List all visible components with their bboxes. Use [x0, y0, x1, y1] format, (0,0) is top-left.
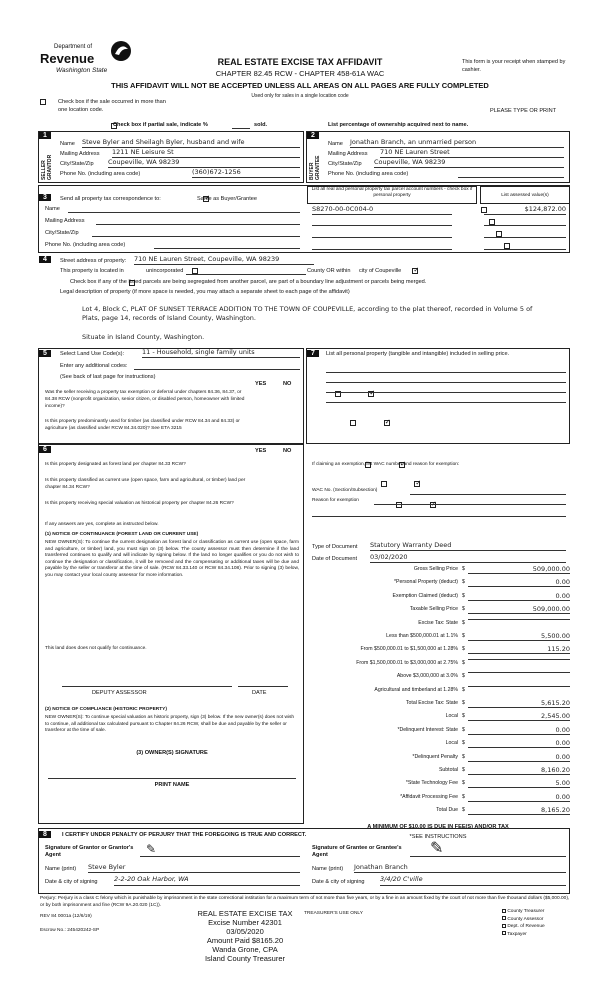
- dollar-sign: $: [462, 726, 465, 733]
- dollar-sign: $: [462, 606, 465, 613]
- dollar-sign: $: [462, 686, 465, 693]
- dollar-sign: $: [462, 753, 465, 760]
- tax-row-label: *Affidavit Processing Fee: [400, 793, 458, 800]
- correspondence-label: Send all property tax correspondence to:: [60, 196, 161, 202]
- same-as-buyer-label: Same as Buyer/Grantee: [197, 196, 258, 202]
- multi-location-checkbox[interactable]: [40, 99, 46, 105]
- dollar-sign: $: [462, 646, 465, 653]
- personal-property-line-2[interactable]: [326, 382, 566, 383]
- copy-item: [502, 931, 545, 939]
- tax-row-value[interactable]: [468, 672, 570, 673]
- print-name-label: PRINT NAME: [154, 782, 190, 788]
- section-4-number: 4: [39, 256, 51, 263]
- seller-name-field[interactable]: Steve Byler and Sheilagh Byler, husband and wife: [82, 138, 300, 148]
- exemption-reason-field-2[interactable]: [312, 516, 566, 517]
- tax-row: [312, 794, 570, 804]
- tax-row: [312, 767, 570, 777]
- s6-no-header: NO: [283, 448, 292, 454]
- located-label: This property is located in: [60, 268, 124, 274]
- buyer-phone-field[interactable]: [458, 168, 564, 178]
- s6-q2-yes-checkbox[interactable]: [381, 481, 387, 487]
- s6-q2-no-checkbox[interactable]: [414, 481, 420, 487]
- copy-checkbox[interactable]: [502, 916, 506, 920]
- tax-row-value[interactable]: 8,160.20: [468, 766, 570, 775]
- street-field[interactable]: 710 NE Lauren Street, Coupeville, WA 98239: [134, 255, 314, 265]
- tax-row: [312, 633, 570, 643]
- parcel-number-field[interactable]: S8270-00-0C004-0: [312, 205, 452, 215]
- copy-item: [502, 923, 545, 931]
- dollar-sign: $: [462, 619, 465, 626]
- parcel-field-3[interactable]: [312, 237, 452, 238]
- grantee-signature-mark: ✎: [430, 838, 444, 857]
- multi-location-label: Check box if the sale occurred in more than one location code.: [58, 99, 166, 113]
- land-use-q2: Is this property predominantly used for timber (as classified under RCW 84.34 and 84.33) or agriculture (as classified under RCW 84.34.020)? See ETA 3215: [45, 419, 240, 431]
- grantor-signature-mark: ✎: [146, 842, 157, 856]
- tax-row-value[interactable]: 0.00: [468, 578, 570, 587]
- owner-signature-label: (3) OWNER(S) SIGNATURE: [136, 750, 208, 756]
- copy-distribution: [502, 908, 545, 938]
- legal-label: Legal description of property (if more space is needed, you may attach a separate sheet to each page of the affidavit): [60, 289, 350, 295]
- tax-row-value[interactable]: 8,165.20: [468, 806, 570, 815]
- tax-row-value[interactable]: [468, 659, 570, 660]
- copy-item: [502, 908, 545, 916]
- treasurer-use-label: TREASURER'S USE ONLY: [304, 911, 363, 916]
- copy-label: Taxpayer: [507, 931, 527, 937]
- dollar-sign: $: [462, 592, 465, 599]
- tax-row-label: From $500,000.01 to $1,500,000 at 1.28%: [360, 646, 458, 653]
- seller-side-label: SELLER GRANTOR: [41, 154, 53, 180]
- stamp-line-1: REAL ESTATE EXCISE TAX: [197, 909, 293, 918]
- section-2-number: 2: [307, 132, 319, 139]
- tax-row-label: *State Technology Fee: [405, 780, 458, 787]
- city-checkbox[interactable]: [412, 268, 418, 274]
- dollar-sign: $: [462, 673, 465, 680]
- stamp-line-3: 03/05/2020: [226, 927, 264, 936]
- buyer-mail-label: Mailing Address: [328, 151, 368, 157]
- buyer-name-field[interactable]: Jonathan Branch, an unmarried person: [350, 138, 564, 148]
- grantee-sig-label: Signature of Grantee or Grantee's Agent: [312, 845, 402, 858]
- dollar-sign: $: [462, 579, 465, 586]
- logo-state: Washington State: [56, 67, 108, 74]
- dollar-sign: $: [462, 713, 465, 720]
- treasurer-stamp: [170, 909, 320, 963]
- copy-label: County Treasurer: [507, 909, 545, 914]
- seller-mail-field[interactable]: 1211 NE Leisure St: [112, 148, 300, 158]
- tax-row-label: Less than $500,000.01 at 1.1%: [386, 633, 458, 639]
- s6-q3-yes-checkbox[interactable]: [396, 502, 402, 508]
- corr-name-label: Name: [45, 206, 60, 212]
- deputy-date-label: DATE: [252, 690, 267, 696]
- grantor-sig-label: Signature of Grantor or Grantor's Agent: [45, 845, 134, 858]
- copy-item: [502, 916, 545, 924]
- copy-label: County Assessor: [507, 916, 544, 922]
- grantee-name-label: Name (print): [312, 866, 344, 872]
- land-use-label: Select Land Use Code(s):: [60, 351, 125, 357]
- tax-row: [312, 606, 570, 616]
- deputy-assessor-label: DEPUTY ASSESSOR: [92, 690, 147, 696]
- personal-property-line-3[interactable]: [326, 392, 566, 393]
- tax-row-label: Taxable Selling Price: [409, 606, 458, 613]
- buyer-mail-field[interactable]: 710 NE Lauren Street: [380, 148, 564, 158]
- situate: Situate in Island County, Washington.: [82, 333, 205, 341]
- street-label: Street address of property:: [60, 258, 127, 264]
- copy-checkbox[interactable]: [502, 909, 506, 913]
- personal-property-line-1[interactable]: [326, 372, 566, 373]
- notice1-text: NEW OWNER(S): To continue the current designation as forest land or classification as current use (open space, farm and agriculture, or timber) land, you must sign on (3) below. The county assessor must then determine if the land transferred continues to qualify and will indicate by signing below. If the land no longer qualifies or you do not wish to continue the designation or classification, it will be removed and the compensating or additional taxes will be due and payable by the seller or transferor at the time of sale. (RCW 84.33.140 or RCW 84.34.108). Prior to signing (3) below, you may contact your local county assessor for more information.: [45, 540, 299, 578]
- s6-if-yes: If any answers are yes, complete as instructed below.: [45, 522, 159, 527]
- grantee-name-field[interactable]: Jonathan Branch: [354, 863, 566, 873]
- notice1-title: (1) NOTICE OF CONTINUANCE (FOREST LAND OR CURRENT USE): [45, 532, 199, 537]
- deputy-date-line[interactable]: [238, 686, 288, 687]
- doc-type-field[interactable]: Statutory Warranty Deed: [370, 541, 566, 551]
- tax-row-label: *Delinquent Interest: State: [397, 726, 458, 733]
- grantor-name-label: Name (print): [45, 866, 77, 872]
- dollar-sign: $: [462, 566, 465, 572]
- print-note: PLEASE TYPE OR PRINT: [490, 108, 557, 114]
- dollar-sign: $: [462, 633, 465, 639]
- grantor-date-field[interactable]: 2-2-20 Oak Harbor, WA: [114, 875, 300, 886]
- dollar-sign: $: [462, 767, 465, 773]
- escrow-number: Escrow No.: 245420242-SP: [40, 928, 100, 933]
- section-1-number: 1: [39, 132, 51, 139]
- tax-row: [312, 660, 570, 670]
- city-label: city of Coupeville: [359, 268, 402, 274]
- tax-row-value[interactable]: 0.00: [468, 726, 570, 735]
- tax-row: [312, 713, 570, 723]
- logo: [40, 40, 150, 80]
- grantee-date-label: Date & city of signing: [312, 879, 365, 885]
- notice2-text: NEW OWNER(S): To continue special valuation as historic property, sign (3) below. If the new owner(s) does not wish to continue, all additional tax calculated pursuant to Chapter 84.26 RCW, shall be due and payable by the seller or transferor at the time of sale.: [45, 715, 295, 733]
- s6-q3: Is this property receiving special valuation as historical property per chapter 84.26 RCW?: [45, 501, 234, 506]
- doc-date-field[interactable]: 03/02/2020: [370, 553, 566, 563]
- tax-row-value[interactable]: 2,545.00: [468, 712, 570, 721]
- partial-percent-field[interactable]: [232, 128, 250, 129]
- copy-checkbox[interactable]: [502, 924, 506, 928]
- ownership-note: List percentage of ownership acquired next to name.: [328, 122, 469, 128]
- tax-row-value[interactable]: 509,000.00: [468, 605, 570, 614]
- tax-row-value[interactable]: 0.00: [468, 793, 570, 802]
- tax-row: [312, 687, 570, 697]
- tax-row: [312, 727, 570, 737]
- personal-property-line-4[interactable]: [326, 402, 566, 403]
- tax-row-value[interactable]: 0.00: [468, 753, 570, 762]
- partial-sold-label: sold.: [254, 122, 268, 128]
- tax-row: [312, 579, 570, 589]
- stamp-line-4: Amount Paid $8165.20: [206, 936, 284, 945]
- assessed-field-4[interactable]: [484, 249, 566, 250]
- exemption-label: If claiming an exemption, list WAC number and reason for exemption:: [312, 462, 460, 467]
- section-7-number: 7: [307, 350, 319, 357]
- dollar-sign: $: [462, 700, 465, 706]
- land-use-q1: Was the seller receiving a property tax exemption or deferral under chapters 84.36, 84.37, or 84.38 RCW (nonprofit organization, senior citizen, or disabled person, homeowner with limited income)?: [45, 390, 245, 409]
- dollar-sign: $: [462, 740, 465, 747]
- wac-label: WAC No. (Section/Subsection): [312, 488, 378, 493]
- form-warning: THIS AFFIDAVIT WILL NOT BE ACCEPTED UNLESS ALL AREAS ON ALL PAGES ARE FULLY COMPLETED: [111, 81, 489, 90]
- personal-property-section: [306, 348, 570, 444]
- segregated-label: Check box if any of the listed parcels are being segregated from another parcel, are part of a boundary line adjustment or parcels being merged.: [70, 279, 427, 285]
- seller-name-label: Name: [60, 141, 75, 147]
- corr-phone-label: Phone No. (including area code): [45, 242, 126, 248]
- grantee-date-field[interactable]: 3/4/20 C'ville: [380, 875, 566, 886]
- parcel-header: List all real and personal property tax parcel account numbers - check box if personal property: [311, 187, 473, 198]
- legal-description: Lot 4, Block C, PLAT OF SUNSET TERRACE ADDITION TO THE TOWN OF COUPEVILLE, according to the plat thereof, recorded in Volume 5 of Plats, page 14, records of Island County, Washington.: [82, 305, 533, 322]
- form-subtitle: Used only for sales in a single location code: [251, 93, 349, 99]
- tax-row-label: Gross Selling Price: [413, 566, 458, 572]
- tax-row: [312, 700, 570, 710]
- stamp-line-2: Excise Number 42301: [208, 918, 282, 927]
- tax-row: [312, 673, 570, 683]
- notice2-title: (2) NOTICE OF COMPLIANCE (HISTORIC PROPERTY): [45, 707, 167, 712]
- tax-row-label: Total Due: [436, 807, 458, 814]
- grantor-date-label: Date & city of signing: [45, 879, 98, 885]
- section-5-number: 5: [39, 350, 51, 357]
- tax-row: [312, 740, 570, 750]
- parcel-field-2[interactable]: [312, 225, 452, 226]
- seller-mail-label: Mailing Address: [60, 151, 100, 157]
- exemption-reason-field[interactable]: [374, 504, 566, 505]
- s6-q3-no-checkbox[interactable]: [430, 502, 436, 508]
- see-instructions: *SEE INSTRUCTIONS: [409, 834, 467, 840]
- tax-row-value[interactable]: 5.00: [468, 779, 570, 788]
- wac-field[interactable]: [410, 494, 566, 495]
- seller-city-label: City/State/Zip: [60, 161, 94, 167]
- exemption-reason-label: Reason for exemption: [312, 498, 359, 503]
- stamp-line-6: Island County Treasurer: [204, 954, 286, 963]
- rev-number: REV 84 0001a (12/6/19): [40, 914, 92, 919]
- deputy-assessor-line[interactable]: [62, 686, 232, 687]
- tax-row-label: Exemption Claimed (deduct): [392, 592, 458, 599]
- tax-row: [312, 754, 570, 764]
- county-label: County OR within: [307, 268, 351, 274]
- assessed-header: List assessed value(s): [501, 193, 549, 198]
- doc-type-label: Type of Document: [312, 544, 358, 550]
- minimum-note: A MINIMUM OF $10.00 IS DUE IN FEE(S) AND/OR TAX: [367, 824, 509, 830]
- tax-row: [312, 807, 570, 817]
- buyer-side-label: BUYER GRANTEE: [309, 155, 321, 180]
- tax-row-label: Local: [445, 713, 458, 720]
- assessed-value-field[interactable]: $124,872.00: [484, 205, 566, 215]
- section-8-number: 8: [39, 831, 51, 838]
- logo-dept: Department of: [54, 44, 93, 50]
- dollar-sign: $: [462, 793, 465, 800]
- personal-property-label: List all personal property (tangible and intangible) included in selling price.: [326, 351, 510, 357]
- tax-row: [312, 646, 570, 656]
- tax-row-label: Local: [445, 740, 458, 747]
- corr-city-field[interactable]: [92, 236, 300, 237]
- tax-row-value[interactable]: 0.00: [468, 739, 570, 748]
- dollar-sign: $: [462, 659, 465, 666]
- tax-row-value[interactable]: [468, 619, 570, 620]
- corr-mail-label: Mailing Address: [45, 218, 85, 224]
- tax-row-label: *Personal Property (deduct): [393, 579, 458, 586]
- assessed-field-2[interactable]: [484, 225, 566, 226]
- tax-row-value[interactable]: 5,615.20: [468, 699, 570, 708]
- tax-row: [312, 593, 570, 603]
- form-chapter: CHAPTER 82.45 RCW - CHAPTER 458-61A WAC: [215, 69, 385, 78]
- tax-row-value[interactable]: 0.00: [468, 592, 570, 601]
- form-title: REAL ESTATE EXCISE TAX AFFIDAVIT: [217, 57, 383, 67]
- parcel-field-4[interactable]: [312, 249, 452, 250]
- buyer-city-field[interactable]: Coupeville, WA 98239: [374, 158, 564, 168]
- owner-signature-line[interactable]: [48, 778, 296, 779]
- buyer-city-label: City/State/Zip: [328, 161, 362, 167]
- corr-name-field[interactable]: [68, 212, 300, 213]
- see-back-note: (See back of last page for instructions): [60, 374, 156, 380]
- seller-city-field[interactable]: Coupeville, WA 98239: [108, 158, 300, 168]
- grantor-name-field[interactable]: Steve Byler: [88, 863, 300, 873]
- s6-yes-header: YES: [255, 448, 267, 454]
- tax-row: [312, 780, 570, 790]
- land-use-yes-header: YES: [255, 381, 267, 387]
- logo-name: Revenue: [40, 51, 95, 66]
- corr-city-label: City/State/Zip: [45, 230, 79, 236]
- additional-codes-label: Enter any additional codes:: [60, 363, 128, 369]
- s6-q1: Is this property designated as forest land per chapter 84.33 RCW?: [45, 462, 186, 467]
- dollar-sign: $: [462, 807, 465, 814]
- partial-sale-label: Check box if partial sale, indicate %: [113, 122, 208, 128]
- s6-q2: Is this property classified as current use (open space, farm and agricultural, or timber) land per chapter 84.34 RCW?: [45, 478, 246, 490]
- tax-row: [312, 566, 570, 576]
- section-3-number: 3: [39, 194, 51, 201]
- tax-row-label: From $1,500,000.01 to $3,000,000 at 2.75%: [356, 659, 458, 666]
- qualify-text: This land does does not qualify for continuance.: [45, 646, 147, 651]
- land-use-field[interactable]: 11 - Household, single family units: [142, 348, 300, 358]
- county-field[interactable]: [186, 274, 306, 275]
- stamp-line-5: Wanda Grone, CPA: [212, 945, 278, 954]
- tax-row-value[interactable]: [468, 686, 570, 687]
- copy-label: Dept. of Revenue: [507, 924, 545, 929]
- section-6-number: 6: [39, 446, 51, 453]
- seller-phone-label: Phone No. (including area code): [60, 171, 141, 177]
- tax-row-value[interactable]: 509,000.00: [468, 565, 570, 574]
- certify-text: I CERTIFY UNDER PENALTY OF PERJURY THAT THE FOREGOING IS TRUE AND CORRECT.: [62, 832, 307, 838]
- tax-row-value[interactable]: 5,500.00: [468, 632, 570, 641]
- tax-row-label: Above $3,000,000 at 3.0%: [396, 673, 458, 680]
- doc-date-label: Date of Document: [312, 556, 358, 562]
- buyer-name-label: Name: [328, 141, 343, 147]
- tax-row-value[interactable]: 115.20: [468, 645, 570, 654]
- land-use-no-header: NO: [283, 381, 292, 387]
- receipt-note: This form is your receipt when stamped by cashier.: [462, 59, 566, 73]
- buyer-phone-label: Phone No. (including area code): [328, 171, 409, 177]
- grantor-signature-field[interactable]: [140, 856, 300, 857]
- perjury-note: Perjury: Perjury is a class C felony which is punishable by imprisonment in the state correctional institution for a maximum term of not more than five years, or by a fine in an amount fixed by the court of not more than five thousand dollars ($5,000.00), or by both imprisonment and fine (RCW 9A.20.020 (1C)).: [40, 896, 570, 908]
- tax-row-label: *Delinquent Penalty: [412, 753, 458, 760]
- revenue-logo-icon: [108, 40, 134, 62]
- tax-row-label: Subtotal: [438, 767, 458, 773]
- assessed-field-3[interactable]: [484, 237, 566, 238]
- corr-phone-field[interactable]: [154, 248, 300, 249]
- tax-row-label: Excise Tax: State: [418, 619, 458, 626]
- seller-phone-field[interactable]: (360)672-1256: [192, 168, 300, 178]
- unincorporated-label: unincorporated: [146, 268, 184, 274]
- tax-row-label: Total Excise Tax: State: [405, 700, 458, 706]
- tax-row-label: Agricultural and timberland at 1.28%: [374, 686, 458, 693]
- additional-codes-field[interactable]: [134, 369, 300, 370]
- dollar-sign: $: [462, 780, 465, 787]
- tax-row: [312, 620, 570, 630]
- copy-checkbox[interactable]: [502, 931, 506, 935]
- corr-mail-field[interactable]: [96, 224, 300, 225]
